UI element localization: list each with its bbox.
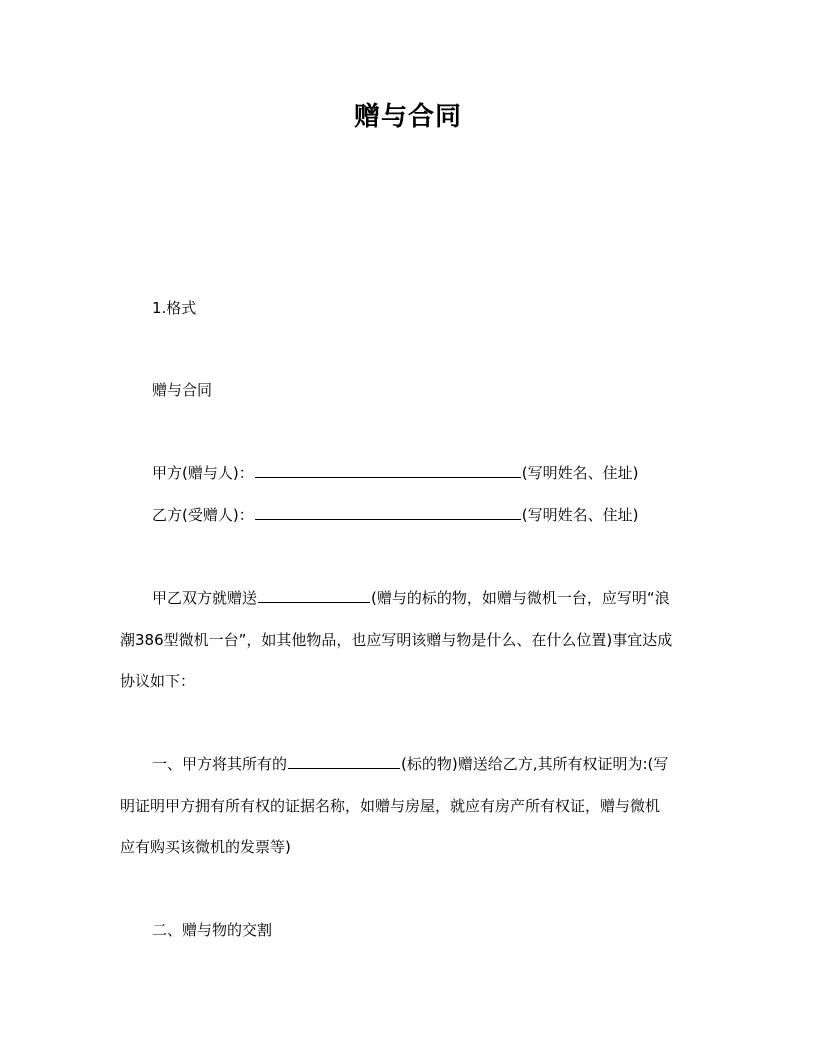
party-a-label: 甲方(赠与人)： bbox=[152, 464, 254, 482]
intro-suffix: (赠与的标的物，如赠与微机一台，应写明“浪 bbox=[371, 589, 670, 607]
clause1-suffix: (标的物)赠送给乙方,其所有权证明为:(写 bbox=[401, 755, 669, 773]
party-b-blank bbox=[255, 505, 521, 520]
clause1-object-blank bbox=[288, 754, 400, 769]
intro-line-3: 协议如下： bbox=[120, 672, 196, 690]
intro-prefix: 甲乙双方就赠送 bbox=[152, 589, 258, 607]
clause1-line-3: 应有购买该微机的发票等) bbox=[120, 838, 291, 856]
party-a-blank bbox=[255, 463, 521, 478]
clause1-line-2: 明证明甲方拥有所有权的证据名称，如赠与房屋，就应有房产所有权证，赠与微机 bbox=[120, 797, 661, 815]
party-b-note: (写明姓名、住址) bbox=[521, 506, 639, 524]
clause1-line-1 bbox=[152, 754, 696, 774]
document-title: 赠与合同 bbox=[353, 102, 462, 132]
intro-line-2: 潮386型微机一台”，如其他物品，也应写明该赠与物是什么、在什么位置)事宜达成 bbox=[120, 631, 673, 649]
section-format-heading: 1.格式 bbox=[152, 299, 197, 317]
party-a-line bbox=[152, 463, 638, 483]
gift-object-blank bbox=[258, 588, 370, 603]
intro-line-1 bbox=[152, 588, 696, 608]
party-a-note: (写明姓名、住址) bbox=[521, 464, 639, 482]
party-b-label: 乙方(受赠人)： bbox=[152, 506, 254, 524]
party-b-line bbox=[152, 505, 638, 525]
contract-subtitle: 赠与合同 bbox=[152, 381, 213, 399]
clause1-prefix: 一、甲方将其所有的 bbox=[152, 755, 288, 773]
clause2-heading: 二、赠与物的交割 bbox=[152, 921, 273, 939]
